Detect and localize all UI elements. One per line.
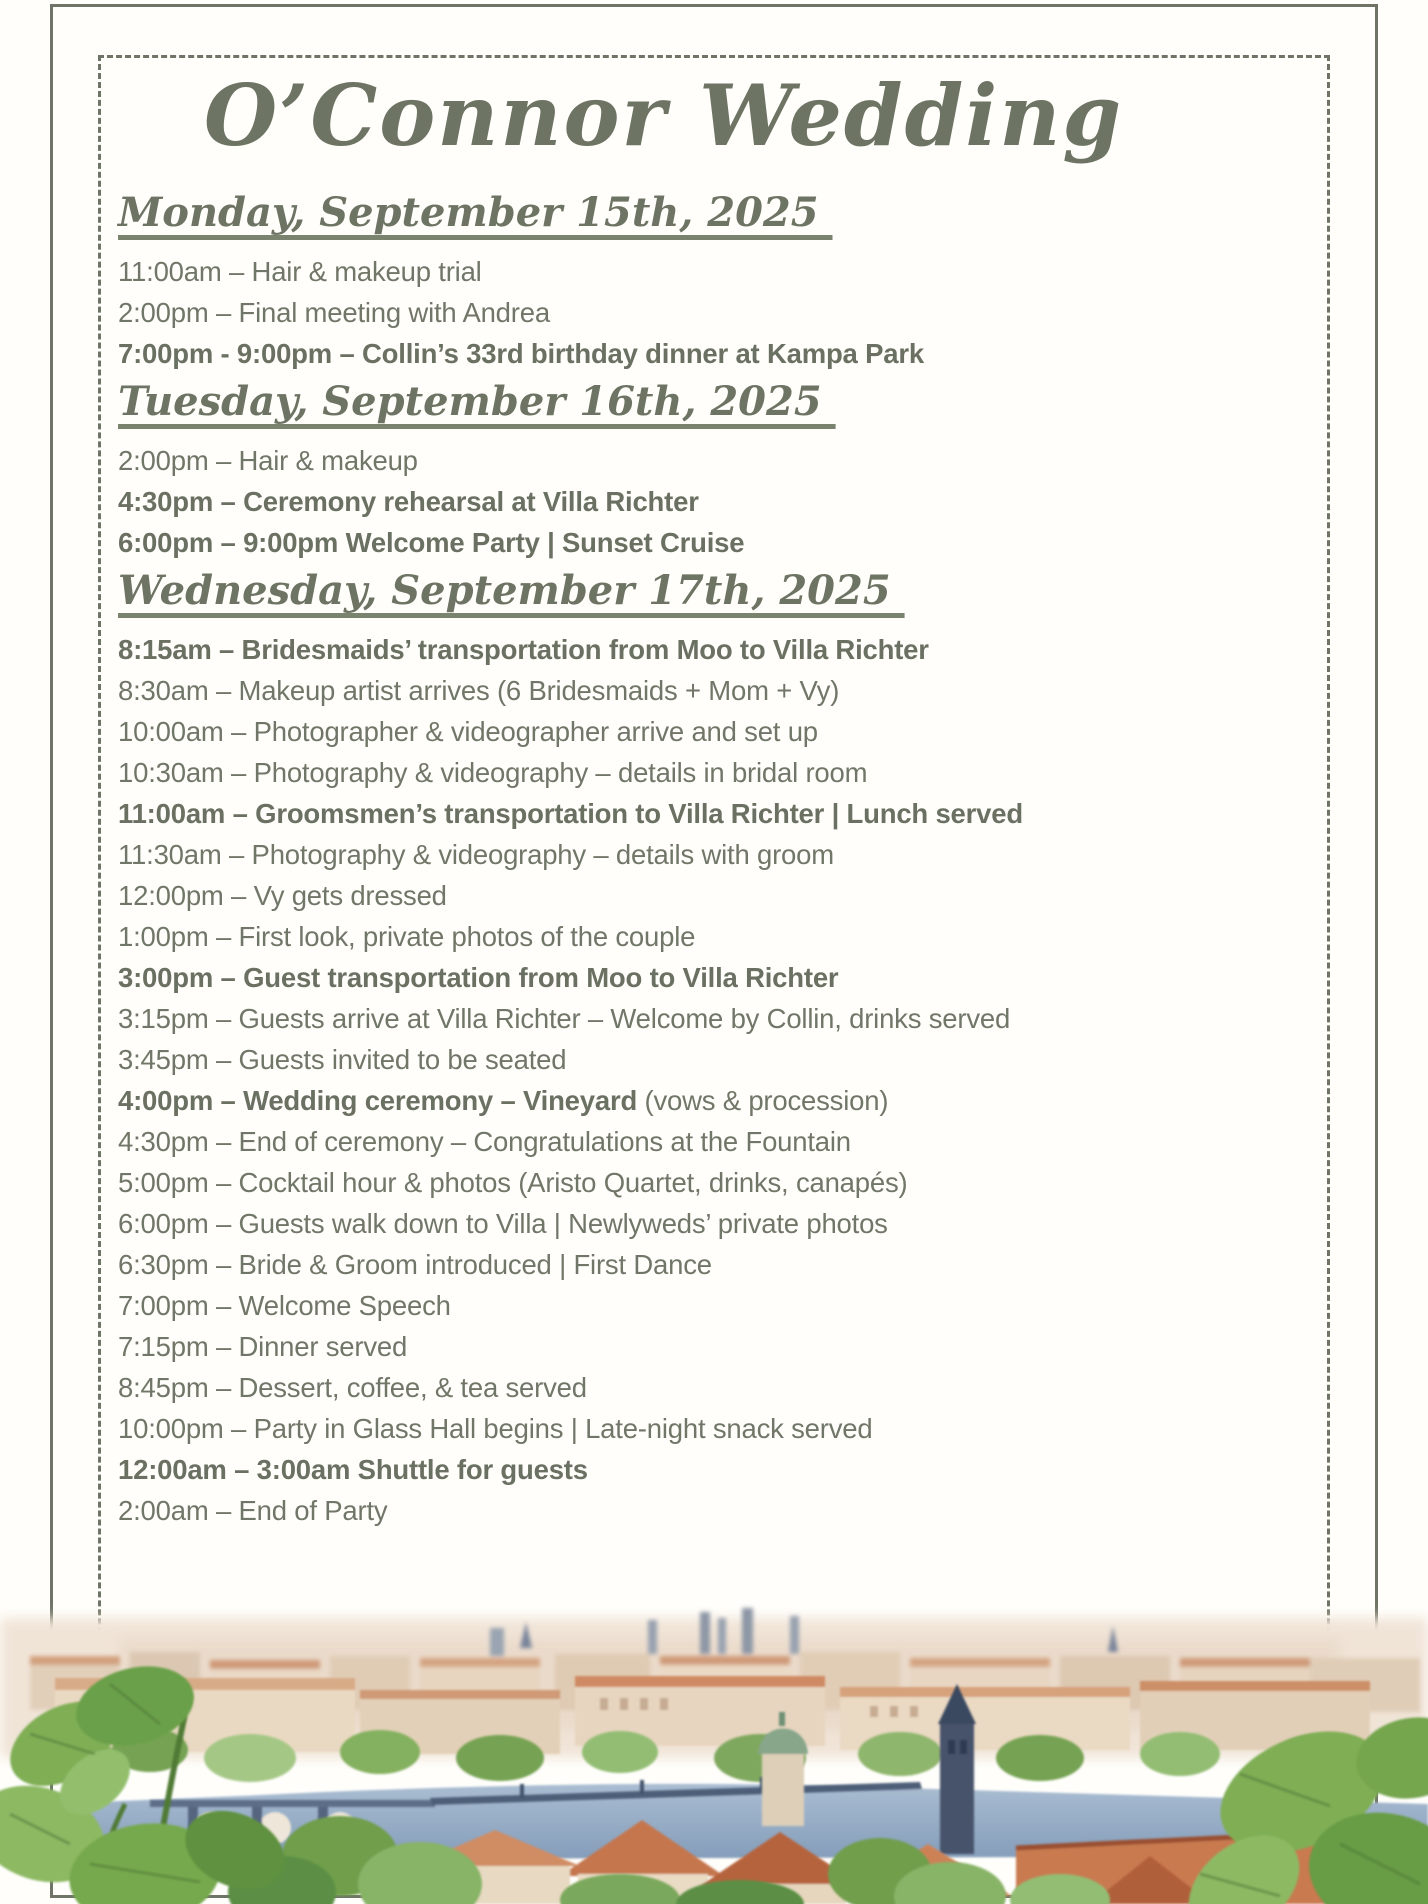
event-line [118, 1411, 1320, 1446]
event-text: 7:15pm – Dinner served [118, 1331, 408, 1362]
event-line [118, 1124, 1320, 1159]
event-text: 8:30am – Makeup artist arrives (6 Bridesmaids + Mom + Vy) [118, 675, 840, 706]
event-text: 6:00pm – 9:00pm Welcome Party | Sunset Cruise [118, 527, 745, 558]
event-text: 3:45pm – Guests invited to be seated [118, 1044, 567, 1075]
day-heading [118, 566, 1320, 616]
event-line [118, 1288, 1320, 1323]
event-line [118, 1452, 1320, 1487]
event-line [118, 336, 1320, 371]
event-text: 4:30pm – Ceremony rehearsal at Villa Richter [118, 486, 699, 517]
day-section [118, 188, 1320, 371]
event-text: 10:00pm – Party in Glass Hall begins | Late-night snack served [118, 1413, 873, 1444]
event-line [118, 755, 1320, 790]
event-text: 1:00pm – First look, private photos of the couple [118, 921, 696, 952]
event-line [118, 443, 1320, 478]
event-line [118, 295, 1320, 330]
event-line [118, 525, 1320, 560]
event-text: 7:00pm - 9:00pm – Collin’s 33rd birthday dinner at Kampa Park [118, 338, 924, 369]
event-text: 8:15am – Bridesmaids’ transportation from Moo to Villa Richter [118, 634, 929, 665]
event-line [118, 1042, 1320, 1077]
page-title: O’Connor Wedding [204, 66, 1124, 165]
event-line [118, 1165, 1320, 1200]
event-line [118, 632, 1320, 667]
event-text: 4:00pm – Wedding ceremony – Vineyard [118, 1085, 638, 1116]
event-line [118, 714, 1320, 749]
event-line [118, 796, 1320, 831]
event-text: 5:00pm – Cocktail hour & photos (Aristo Quartet, drinks, canapés) [118, 1167, 908, 1198]
day-heading [118, 377, 1320, 427]
schedule [118, 188, 1320, 1528]
event-text: 11:30am – Photography & videography – details with groom [118, 839, 834, 870]
day-heading-text: Wednesday, September 17th, 2025 [118, 567, 905, 614]
event-text: 12:00pm – Vy gets dressed [118, 880, 447, 911]
day-heading-text: Tuesday, September 16th, 2025 [118, 378, 836, 425]
event-line [118, 1329, 1320, 1364]
event-text: 11:00am – Groomsmen’s transportation to Villa Richter | Lunch served [118, 798, 1023, 829]
event-text: 8:45pm – Dessert, coffee, & tea served [118, 1372, 587, 1403]
event-text: 2:00pm – Final meeting with Andrea [118, 297, 550, 328]
day-section [118, 377, 1320, 560]
event-line [118, 1247, 1320, 1282]
event-text: 10:00am – Photographer & videographer arrive and set up [118, 716, 818, 747]
event-line [118, 960, 1320, 995]
event-line [118, 1083, 1320, 1118]
event-text: 6:00pm – Guests walk down to Villa | Newlyweds’ private photos [118, 1208, 888, 1239]
event-text: 2:00pm – Hair & makeup [118, 445, 418, 476]
event-text: 2:00am – End of Party [118, 1495, 388, 1526]
event-text: 6:30pm – Bride & Groom introduced | First Dance [118, 1249, 712, 1280]
event-text: 3:15pm – Guests arrive at Villa Richter – Welcome by Collin, drinks served [118, 1003, 1011, 1034]
prague-cityscape-illustration [0, 1544, 1428, 1904]
event-text: 4:30pm – End of ceremony – Congratulations at the Fountain [118, 1126, 851, 1157]
day-section [118, 566, 1320, 1528]
event-text: 10:30am – Photography & videography – details in bridal room [118, 757, 868, 788]
event-line [118, 254, 1320, 289]
event-line [118, 878, 1320, 913]
day-heading [118, 188, 1320, 238]
event-line [118, 1001, 1320, 1036]
event-line [118, 484, 1320, 519]
event-text: 11:00am – Hair & makeup trial [118, 256, 482, 287]
event-line [118, 1206, 1320, 1241]
event-text-suffix: (vows & procession) [637, 1085, 889, 1116]
event-text: 7:00pm – Welcome Speech [118, 1290, 451, 1321]
event-line [118, 673, 1320, 708]
event-line [118, 837, 1320, 872]
event-line [118, 1370, 1320, 1405]
event-text: 12:00am – 3:00am Shuttle for guests [118, 1454, 588, 1485]
event-line [118, 919, 1320, 954]
day-heading-text: Monday, September 15th, 2025 [118, 189, 833, 236]
event-text: 3:00pm – Guest transportation from Moo to Villa Richter [118, 962, 839, 993]
itinerary-content [118, 60, 1320, 1534]
event-line [118, 1493, 1320, 1528]
